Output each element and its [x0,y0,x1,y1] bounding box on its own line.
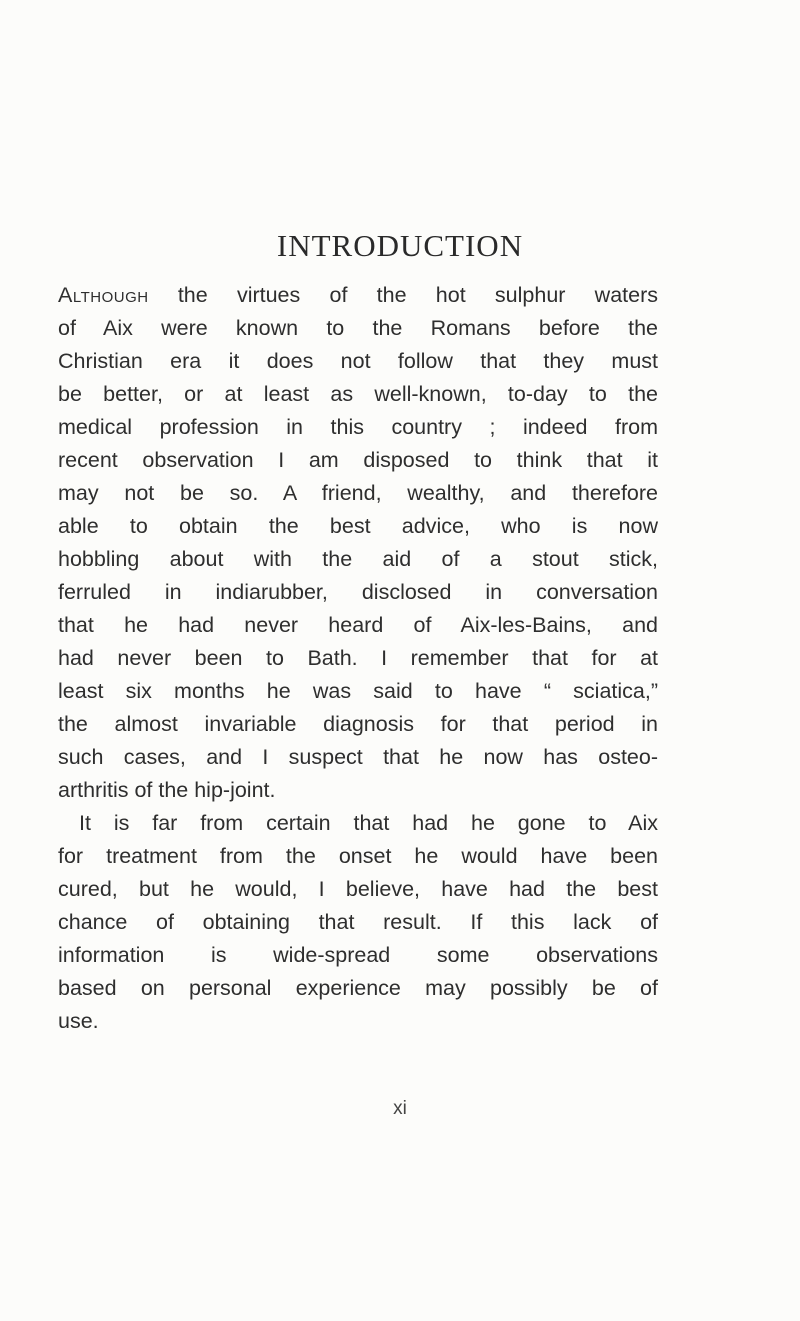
paragraph-1-line: such cases, and I suspect that he now has osteo- [58,745,658,769]
paragraph-1-line: the almost invariable diagnosis for that period in [58,712,658,736]
body-text [58,279,658,1038]
first-line-text: the virtues of the hot sulphur waters [148,283,658,307]
paragraph-1-line: of Aix were known to the Romans before the [58,316,658,340]
chapter-heading: INTRODUCTION [276,228,524,263]
paragraph-1-line: recent observation I am disposed to think that it [58,448,658,472]
paragraph-2-line: It is far from certain that had he gone to Aix [79,811,658,835]
paragraph-1-line: ferruled in indiarubber, disclosed in conversation [58,580,658,604]
paragraph-1-line: be better, or at least as well-known, to-day to the [58,382,658,406]
paragraph-1-line: may not be so. A friend, wealthy, and therefore [58,481,658,505]
paragraph-2-line: use. [58,1009,99,1033]
paragraph-1-line: Christian era it does not follow that they must [58,349,658,373]
paragraph-2-line: chance of obtaining that result. If this lack of [58,910,658,934]
paragraph-1-line: had never been to Bath. I remember that for at [58,646,658,670]
paragraph-1-line: that he had never heard of Aix-les-Bains, and [58,613,658,637]
paragraph-2-line: cured, but he would, I believe, have had the best [58,877,658,901]
paragraph-2-line: for treatment from the onset he would have been [58,844,658,868]
page-number: xi [393,1098,407,1119]
paragraph-1-line: hobbling about with the aid of a stout stick, [58,547,658,571]
paragraph-1-line: least six months he was said to have “ sciatica,” [58,679,658,703]
paragraph-1-line: medical profession in this country ; indeed from [58,415,658,439]
paragraph-1-line: able to obtain the best advice, who is now [58,514,658,538]
paragraph-1-line: arthritis of the hip-joint. [58,778,276,802]
paragraph-1-line [58,279,658,312]
opening-word: Although [58,283,149,307]
paragraph-2-line: based on personal experience may possibly be of [58,976,658,1000]
paragraph-2-line: information is wide-spread some observations [58,943,658,967]
